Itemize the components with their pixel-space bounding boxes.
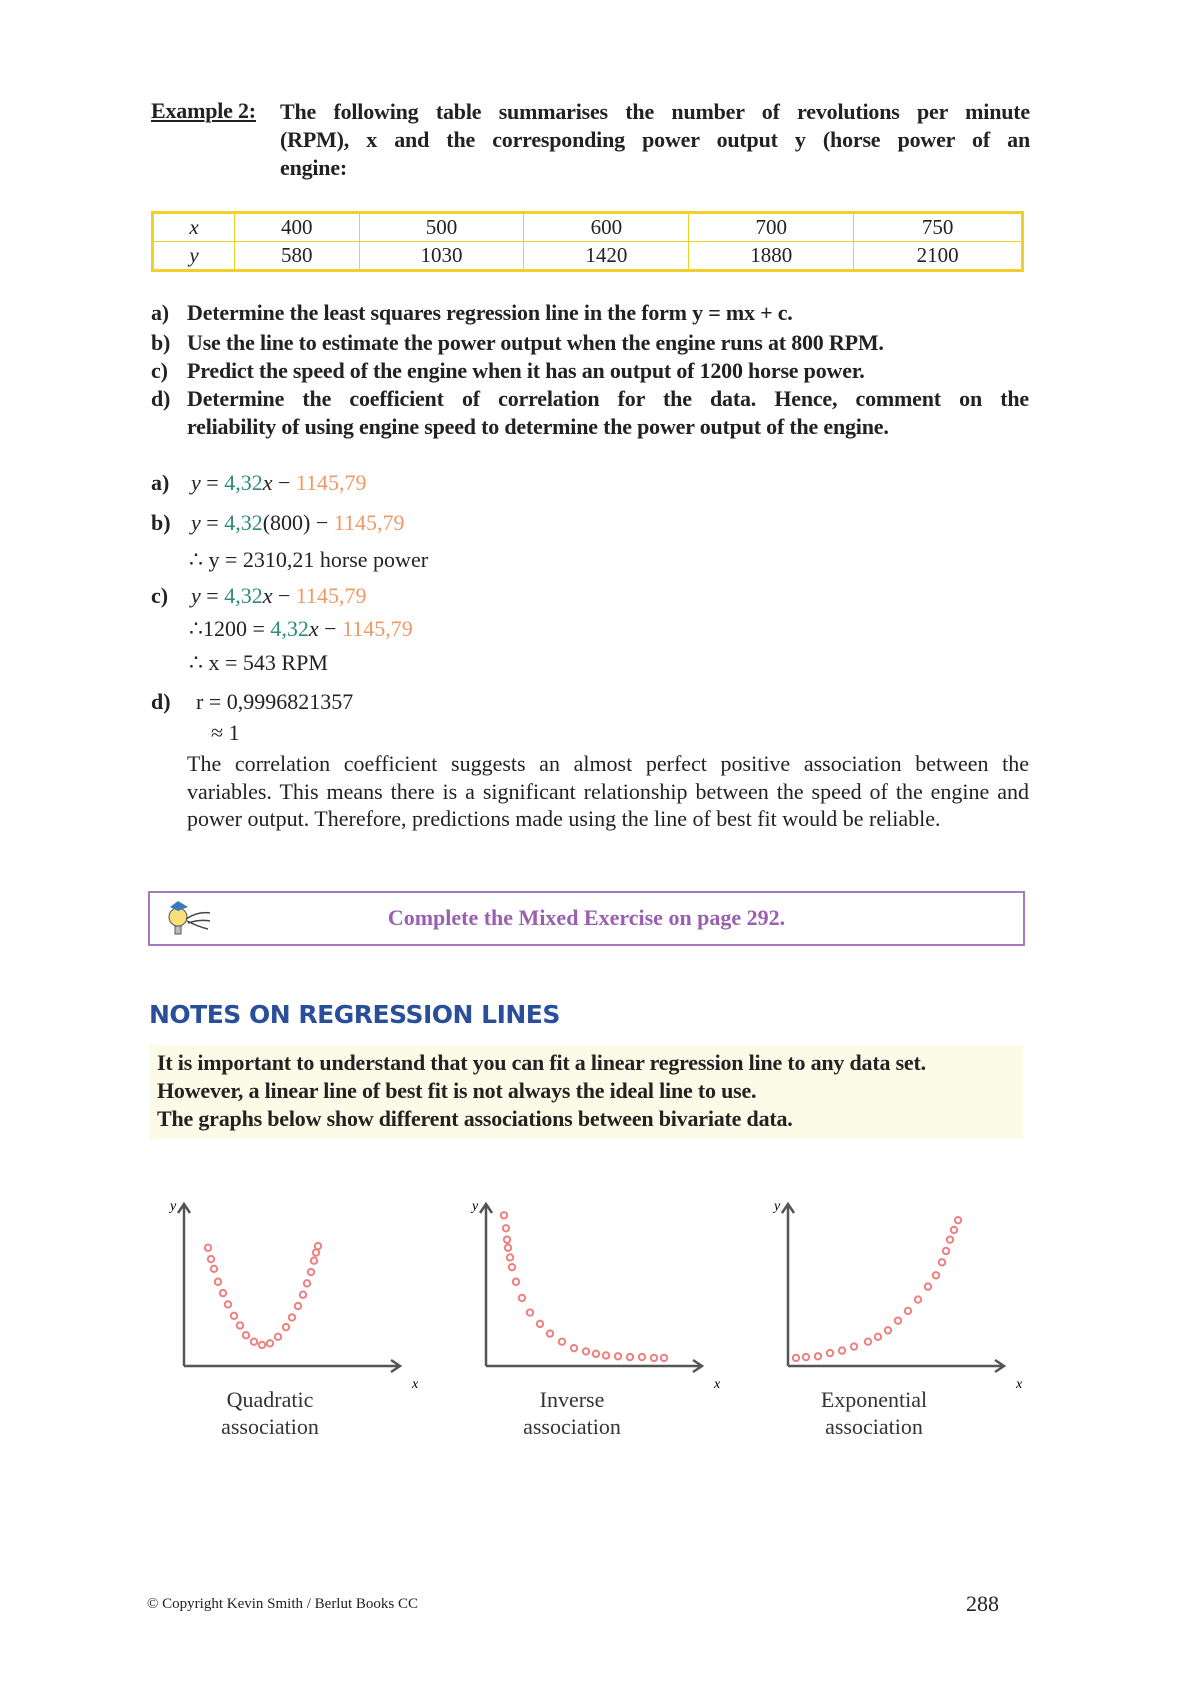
data-point <box>615 1353 621 1359</box>
exercise-callout-text[interactable]: Complete the Mixed Exercise on page 292. <box>387 905 786 930</box>
data-point <box>283 1324 289 1330</box>
table-cell: 1420 <box>524 242 689 271</box>
answer-a: a) y = 4,32x − 1145,79 <box>151 470 367 495</box>
data-point <box>507 1254 513 1260</box>
page-number: 288 <box>966 1591 999 1616</box>
caption-line: association <box>221 1414 319 1439</box>
data-point <box>231 1313 237 1319</box>
answer-d-approx: ≈ 1 <box>211 720 240 745</box>
exercise-callout <box>148 891 1025 946</box>
table-row <box>153 242 1023 271</box>
data-point <box>603 1352 609 1358</box>
table-cell: 400 <box>235 213 360 242</box>
table-row <box>153 213 1023 242</box>
data-point <box>627 1354 633 1360</box>
data-point <box>513 1279 519 1285</box>
axes <box>782 1204 1004 1372</box>
graph-caption <box>774 1386 974 1440</box>
data-point <box>308 1269 314 1275</box>
data-point <box>215 1279 221 1285</box>
data-point <box>583 1348 589 1354</box>
data-point <box>208 1256 214 1262</box>
data-point <box>243 1332 249 1338</box>
answer-c: c) y = 4,32x − 1145,79 <box>151 583 367 608</box>
data-point <box>275 1334 281 1340</box>
table-cell: 700 <box>689 213 854 242</box>
graph-caption <box>170 1386 370 1440</box>
data-point <box>547 1330 553 1336</box>
table-cell: 750 <box>854 213 1023 242</box>
data-point <box>315 1243 321 1249</box>
data-point <box>220 1290 226 1296</box>
data-point <box>289 1314 295 1320</box>
notes-box <box>149 1045 1023 1139</box>
data-point <box>527 1309 533 1315</box>
data-point <box>851 1343 857 1349</box>
row-header: y <box>189 243 199 267</box>
caption-line: association <box>825 1414 923 1439</box>
data-point <box>905 1308 911 1314</box>
axes <box>480 1204 702 1372</box>
data-point <box>211 1266 217 1272</box>
section-heading: NOTES ON REGRESSION LINES <box>149 1000 560 1029</box>
data-point <box>947 1236 953 1242</box>
table-cell: 580 <box>235 242 360 271</box>
data-point <box>593 1351 599 1357</box>
intro-line: (RPM), x and the corresponding power output y (horse power of an <box>280 127 1030 152</box>
data-point <box>537 1321 543 1327</box>
data-point <box>951 1227 957 1233</box>
data-point <box>827 1350 833 1356</box>
axes <box>178 1204 400 1372</box>
answer-d-comment: The correlation coefficient suggests an almost perfect positive association between the variables. This means there is a significant relationship between the speed of the engine and power output. Therefore, predictions made using the line of best fit would be reliable. <box>187 751 1029 831</box>
data-point <box>505 1245 511 1251</box>
data-point <box>259 1342 265 1348</box>
question-item: a) Determine the least squares regression line in the form y = mx + c. <box>151 300 793 325</box>
data-point <box>865 1339 871 1345</box>
data-point <box>503 1225 509 1231</box>
data-point <box>639 1354 645 1360</box>
data-point <box>925 1283 931 1289</box>
data-point <box>295 1303 301 1309</box>
x-axis-label: x <box>714 1377 721 1392</box>
table-cell: 1880 <box>689 242 854 271</box>
table-cell: 1030 <box>359 242 524 271</box>
data-point <box>304 1280 310 1286</box>
question-item: c) Predict the speed of the engine when it has an output of 1200 horse power. <box>151 358 865 383</box>
data-point <box>895 1317 901 1323</box>
question-item: b) Use the line to estimate the power output when the engine runs at 800 RPM. <box>151 330 884 355</box>
notes-line: The graphs below show different associations between bivariate data. <box>157 1106 793 1131</box>
example-label: Example 2: <box>151 98 256 123</box>
data-point <box>311 1258 317 1264</box>
data-point <box>661 1355 667 1361</box>
data-point <box>559 1339 565 1345</box>
data-point <box>267 1340 273 1346</box>
association-graph <box>770 1190 1023 1439</box>
scatter-plot <box>468 1190 721 1392</box>
row-header: x <box>189 215 199 239</box>
copyright: © Copyright Kevin Smith / Berlut Books CC <box>147 1596 418 1612</box>
data-point <box>815 1353 821 1359</box>
notes-line: It is important to understand that you can fit a linear regression line to any data set. <box>157 1050 926 1075</box>
table-cell: 2100 <box>854 242 1023 271</box>
questions-list <box>151 299 1029 441</box>
data-point <box>501 1212 507 1218</box>
data-point <box>939 1259 945 1265</box>
data-point <box>943 1248 949 1254</box>
intro-line: engine: <box>280 155 348 180</box>
example-intro <box>280 98 1030 182</box>
data-point <box>793 1355 799 1361</box>
answer-b-result: ∴ y = 2310,21 horse power <box>189 547 429 572</box>
notes-line: However, a linear line of best fit is not always the ideal line to use. <box>157 1078 757 1103</box>
data-point <box>875 1334 881 1340</box>
answer-d: d) r = 0,9996821357 <box>151 689 354 714</box>
answer-c-result: ∴ x = 543 RPM <box>189 650 328 675</box>
data-point <box>885 1327 891 1333</box>
table-cell: 600 <box>524 213 689 242</box>
graph-caption <box>472 1386 672 1440</box>
data-point <box>915 1296 921 1302</box>
caption-line: Inverse <box>539 1387 605 1412</box>
answer-b: b) y = 4,32(800) − 1145,79 <box>151 510 405 535</box>
data-point <box>251 1339 257 1345</box>
data-point <box>651 1355 657 1361</box>
data-point <box>839 1347 845 1353</box>
data-point <box>955 1217 961 1223</box>
y-axis-label: y <box>170 1199 177 1214</box>
caption-line: Exponential <box>820 1387 928 1412</box>
data-point <box>205 1245 211 1251</box>
data-table <box>151 211 1024 272</box>
x-axis-label: x <box>1016 1377 1023 1392</box>
data-point <box>300 1292 306 1298</box>
data-point <box>933 1272 939 1278</box>
scatter-plot <box>770 1190 1023 1392</box>
scatter-plot <box>166 1190 419 1392</box>
data-point <box>313 1249 319 1255</box>
data-point <box>509 1264 515 1270</box>
caption-line: Quadratic <box>226 1387 314 1412</box>
y-axis-label: y <box>472 1199 479 1214</box>
data-point <box>225 1301 231 1307</box>
association-graph <box>166 1190 419 1439</box>
question-item: d) Determine the coefficient of correlation for the data. Hence, comment on the reliability of using engine speed to determine the power output of the engine. <box>151 386 1029 439</box>
table-cell: 500 <box>359 213 524 242</box>
data-point <box>504 1236 510 1242</box>
data-point <box>571 1345 577 1351</box>
x-axis-label: x <box>412 1377 419 1392</box>
intro-line: The following table summarises the number of revolutions per minute <box>280 99 1030 124</box>
data-point <box>519 1295 525 1301</box>
data-point <box>237 1322 243 1328</box>
data-point <box>803 1354 809 1360</box>
answer-c-step: ∴1200 = 4,32x − 1145,79 <box>189 616 413 641</box>
y-axis-label: y <box>774 1199 781 1214</box>
association-graph <box>468 1190 721 1439</box>
caption-line: association <box>523 1414 621 1439</box>
